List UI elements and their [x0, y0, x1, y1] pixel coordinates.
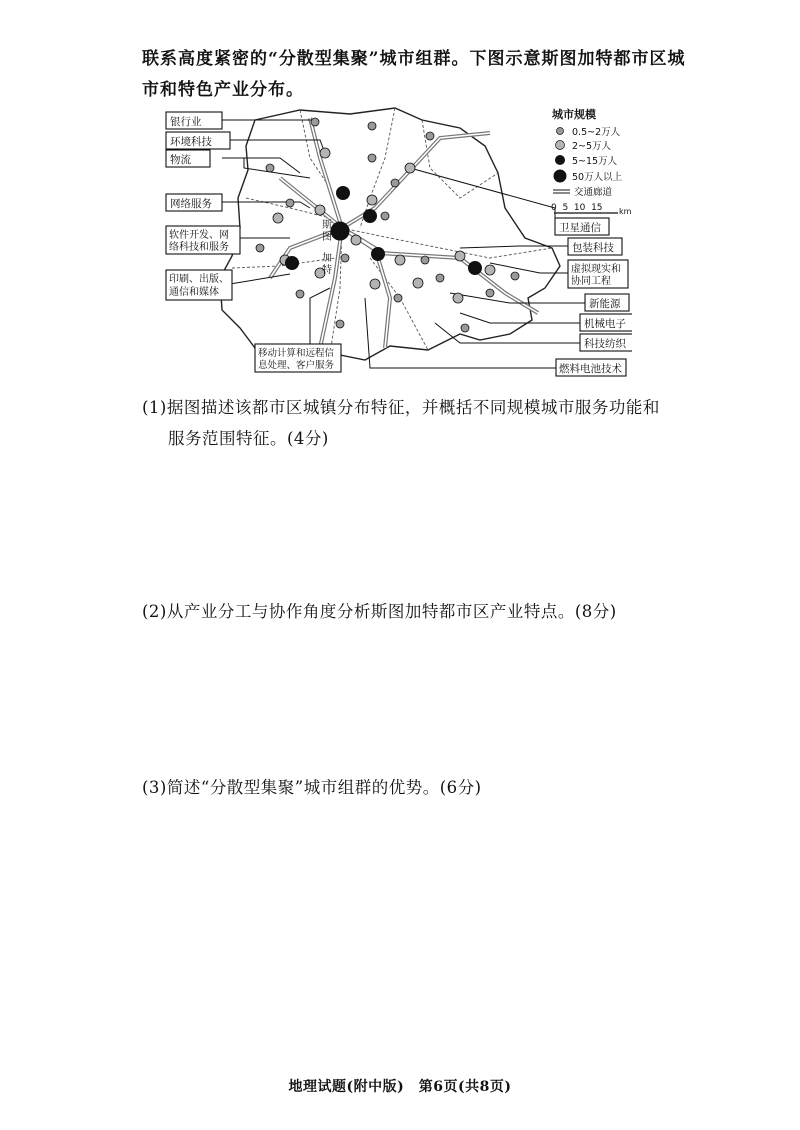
label-textile: 科技纺织: [584, 338, 626, 350]
leader-lines: [222, 120, 585, 368]
city-label-1: 斯: [322, 220, 332, 231]
label-packaging: 包装科技: [572, 242, 614, 254]
page-footer: 地理试题(附中版) 第6页(共8页): [288, 1079, 512, 1095]
scale-ticks: 0 5 10 15: [551, 203, 603, 213]
city-dot: [453, 293, 463, 303]
city-dot: [315, 205, 325, 215]
city-dot-large: [337, 187, 350, 200]
label-logistics: 物流: [170, 154, 191, 166]
legend-swatch-medium: [556, 141, 565, 150]
city-dot: [367, 195, 377, 205]
legend-swatch-xlarge: [554, 170, 567, 183]
question-1-line-1: (1)据图描述该都市区城镇分布特征，并概括不同规模城市服务功能和: [142, 398, 660, 417]
label-printing-2: 通信和媒体: [169, 287, 219, 298]
city-dot: [368, 122, 376, 130]
city-stuttgart-dot: [331, 222, 349, 240]
city-dot: [286, 199, 294, 207]
city-dot: [461, 324, 469, 332]
label-mech: 机械电子: [584, 318, 626, 330]
label-vr-1: 虚拟现实和: [571, 264, 621, 275]
intro-text: [142, 44, 702, 106]
legend-swatch-large: [555, 155, 565, 165]
legend-item-small: 0.5~2万人: [572, 127, 621, 138]
question-1-line-2: 服务范围特征。(4分): [168, 429, 329, 448]
city-dot: [296, 290, 304, 298]
city-dot: [394, 294, 402, 302]
city-dot: [485, 265, 495, 275]
cities-small: [256, 118, 519, 332]
legend-swatch-small: [557, 128, 564, 135]
intro-line-2: 市和特色产业分布。: [142, 80, 304, 100]
city-label-2: 图: [322, 232, 332, 243]
right-industry-labels: [555, 218, 632, 376]
city-dot: [336, 320, 344, 328]
city-dot-large: [372, 248, 385, 261]
label-bank: 银行业: [170, 116, 202, 128]
city-dot: [486, 289, 494, 297]
metro-map-svg: [160, 98, 632, 380]
label-env: 环境科技: [170, 136, 212, 148]
legend-title: 城市规模: [552, 108, 596, 121]
metro-map-figure: [160, 98, 632, 380]
label-fuelcell: 燃料电池技术: [559, 363, 622, 375]
district-borders: [232, 108, 552, 354]
city-dot: [455, 251, 465, 261]
city-dot: [426, 132, 434, 140]
label-vr-2: 协同工程: [571, 276, 611, 287]
region-outline: [220, 108, 560, 366]
legend-item-large: 5~15万人: [572, 156, 618, 167]
label-mobile-2: 息处理、客户服务: [258, 360, 335, 371]
label-software-2: 络科技和服务: [169, 242, 229, 253]
city-dot: [273, 213, 283, 223]
city-dot: [311, 118, 319, 126]
label-software-1: 软件开发、网: [169, 230, 229, 241]
intro-line-1: 联系高度紧密的“分散型集聚”城市组群。下图示意斯图加特都市区城: [142, 49, 686, 69]
city-dot: [395, 255, 405, 265]
question-3: (3)简述“分散型集聚”城市组群的优势。(6分): [142, 778, 482, 797]
scale-unit: km: [619, 207, 632, 216]
city-dot: [413, 278, 423, 288]
label-mobile-1: 移动计算和远程信: [258, 348, 335, 359]
legend-item-xlarge: 50万人以上: [572, 172, 623, 183]
city-dot: [511, 272, 519, 280]
city-dot: [370, 279, 380, 289]
label-energy: 新能源: [589, 298, 621, 310]
city-dot: [368, 154, 376, 162]
city-dot: [381, 212, 389, 220]
map-legend: [551, 107, 632, 216]
city-dot-large: [286, 257, 299, 270]
city-dot: [266, 164, 274, 172]
city-dot: [256, 244, 264, 252]
city-dot-large: [364, 210, 377, 223]
legend-corridor: 交通廊道: [574, 187, 613, 198]
question-2: (2)从产业分工与协作角度分析斯图加特都市区产业特点。(8分): [142, 602, 617, 621]
city-dot: [421, 256, 429, 264]
label-satellite: 卫星通信: [559, 222, 601, 234]
left-industry-labels: [166, 112, 341, 372]
label-network: 网络服务: [170, 198, 212, 210]
city-label-4: 特: [322, 265, 332, 276]
city-label-3: 加: [322, 253, 332, 264]
legend-item-medium: 2~5万人: [572, 141, 612, 152]
question-1: [142, 392, 702, 454]
city-dot: [436, 274, 444, 282]
label-printing-1: 印刷、出版、: [169, 274, 229, 285]
city-dot: [405, 163, 415, 173]
city-dot: [391, 179, 399, 187]
city-dot: [320, 148, 330, 158]
city-dot: [351, 235, 361, 245]
city-dot: [341, 254, 349, 262]
city-dot-large: [469, 262, 482, 275]
